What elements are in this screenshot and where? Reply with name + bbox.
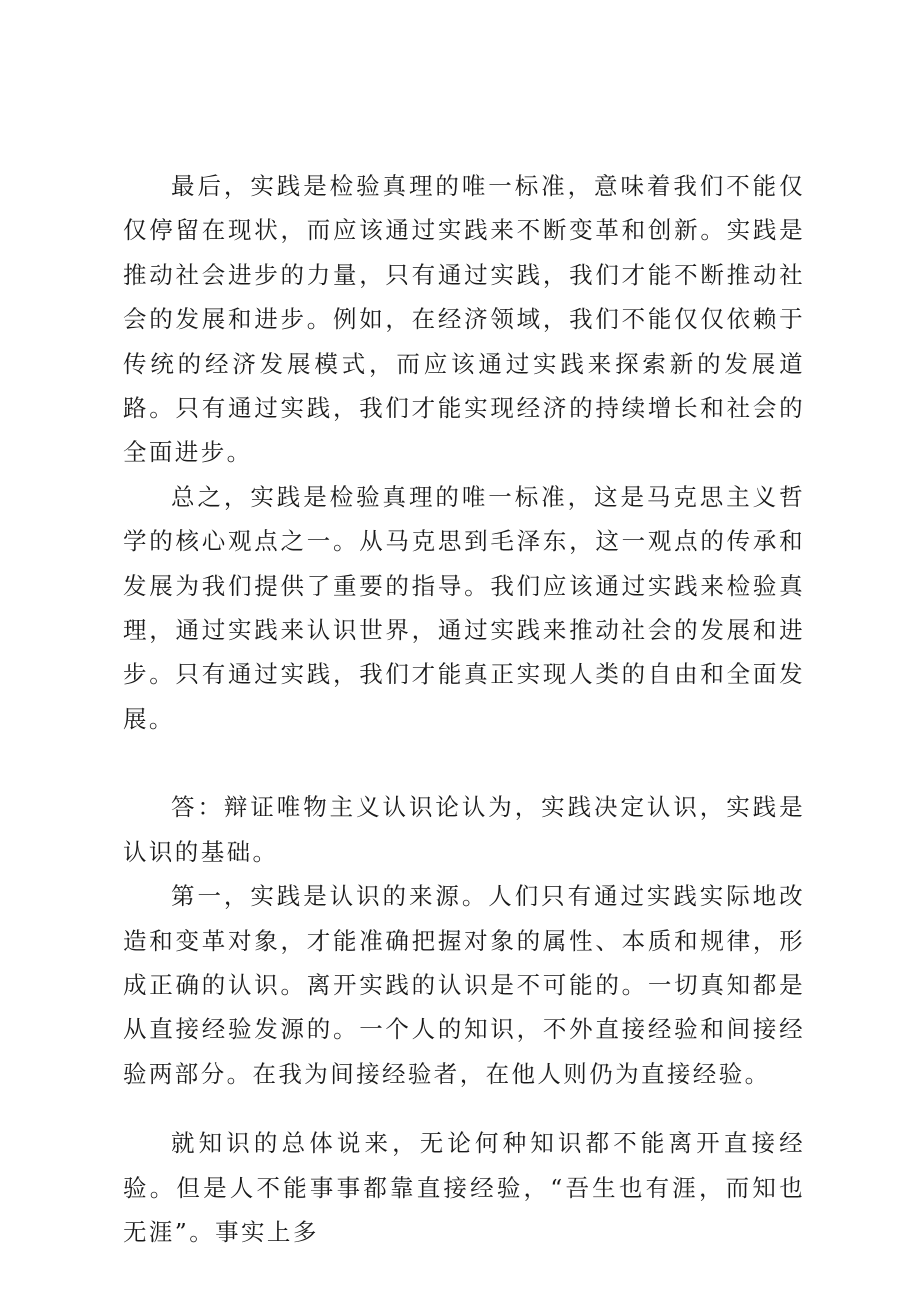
paragraph-spacer bbox=[123, 741, 805, 785]
paragraph-spacer bbox=[123, 1096, 805, 1121]
paragraph-knowledge-overall: 就知识的总体说来，无论何种知识都不能离开直接经验。但是人不能事事都靠直接经验，“吾生也有涯，而知也无涯”。事实上多 bbox=[123, 1129, 805, 1246]
paragraph-answer: 答：辩证唯物主义认识论认为，实践决定认识，实践是认识的基础。 bbox=[123, 793, 805, 866]
paragraph-conclusion: 总之，实践是检验真理的唯一标准，这是马克思主义哲学的核心观点之一。从马克思到毛泽东，这一观点的传承和发展为我们提供了重要的指导。我们应该通过实践来检验真理，通过实践来认识世界，通过实践来推动社会的发展和进步。只有通过实践，我们才能真正实现人类的自由和全面发展。 bbox=[123, 482, 805, 733]
paragraph-point-one: 第一，实践是认识的来源。人们只有通过实践实际地改造和变革对象，才能准确把握对象的属性、本质和规律，形成正确的认识。离开实践的认识是不可能的。一切真知都是从直接经验发源的。一个人的知识，不外直接经验和间接经验两部分。在我为间接经验者，在他人则仍为直接经验。 bbox=[123, 882, 805, 1088]
document-body bbox=[123, 164, 805, 1254]
paragraph-practice-drives-progress: 最后，实践是检验真理的唯一标准，意味着我们不能仅仅停留在现状，而应该通过实践来不断变革和创新。实践是推动社会进步的力量，只有通过实践，我们才能不断推动社会的发展和进步。例如，在经济领域，我们不能仅仅依赖于传统的经济发展模式，而应该通过实践来探索新的发展道路。只有通过实践，我们才能实现经济的持续增长和社会的全面进步。 bbox=[123, 172, 805, 467]
